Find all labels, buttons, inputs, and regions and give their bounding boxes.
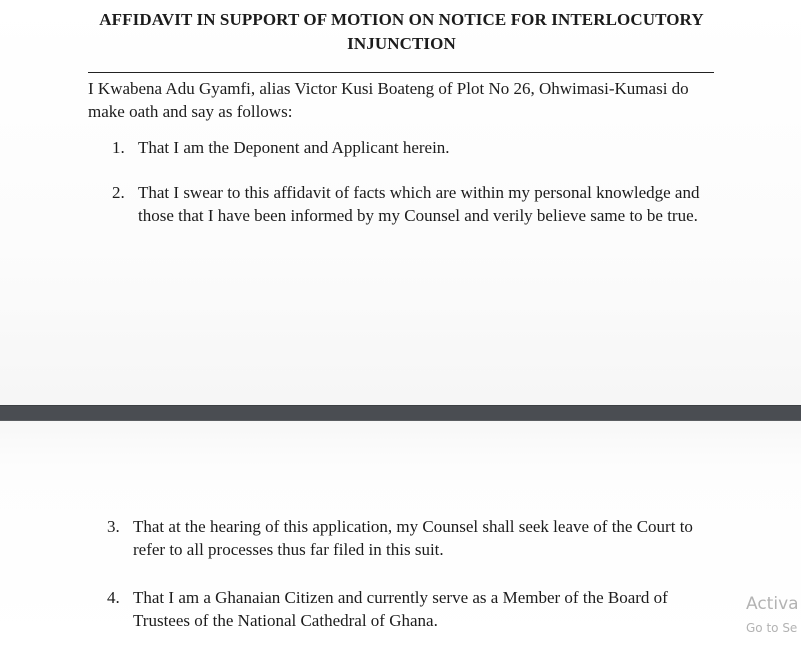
page-separator (0, 405, 801, 421)
paragraph-1 (112, 136, 722, 160)
paragraph-text: That I am the Deponent and Applicant herein. (138, 138, 450, 157)
paragraph-number: 2. (112, 183, 125, 202)
paragraph-text: That I am a Ghanaian Citizen and currently serve as a Member of the Board of Trustees of the National Cathedral of Ghana. (133, 588, 668, 630)
document-title: AFFIDAVIT IN SUPPORT OF MOTION ON NOTICE FOR INTERLOCUTORY INJUNCTION (99, 10, 704, 53)
activation-watermark-subtitle: Go to Se (746, 621, 798, 635)
deponent-intro: I Kwabena Adu Gyamfi, alias Victor Kusi Boateng of Plot No 26, Ohwimasi-Kumasi do make oath and say as follows: (88, 79, 689, 121)
paragraph-3 (107, 515, 717, 565)
paragraph-text: That I swear to this affidavit of facts which are within my personal knowledge and those that I have been informed by my Counsel and verily believe same to be true. (138, 183, 700, 225)
paragraph-number: 4. (107, 588, 120, 607)
paragraph-number: 1. (112, 138, 125, 157)
title-divider (88, 72, 714, 73)
paragraph-2 (112, 181, 722, 251)
paragraph-number: 3. (107, 517, 120, 536)
activation-watermark-title: Activa (746, 594, 799, 614)
paragraph-4 (107, 586, 717, 636)
paragraph-text: That at the hearing of this application, my Counsel shall seek leave of the Court to refer to all processes thus far filed in this suit. (133, 517, 693, 559)
